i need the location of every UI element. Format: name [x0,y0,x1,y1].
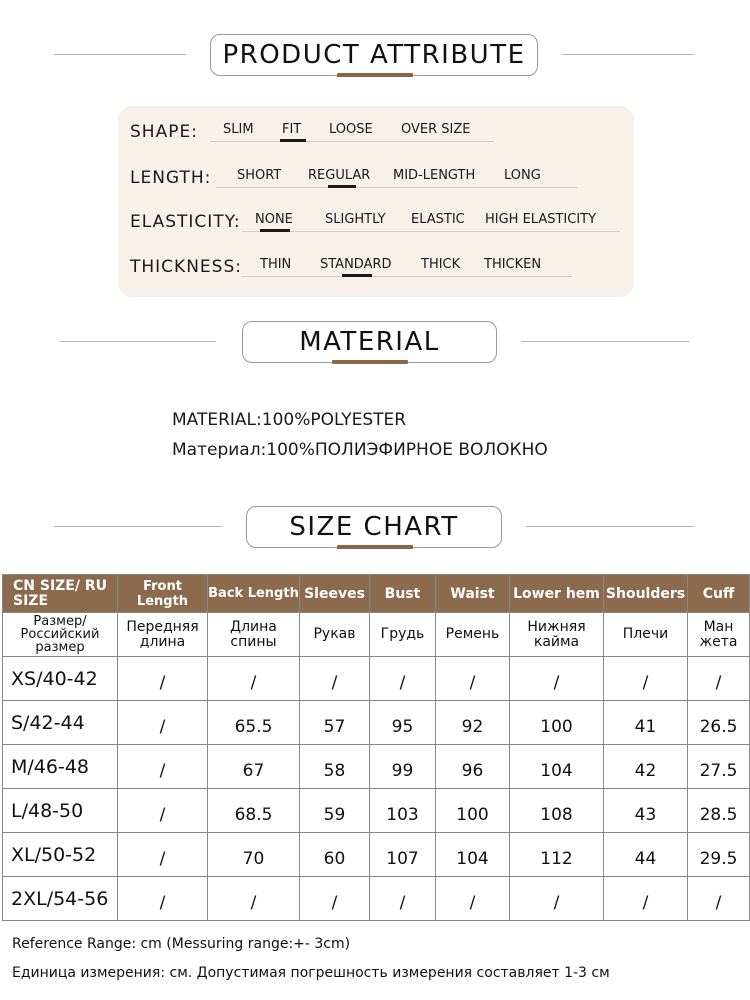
shape-option-selected: FIT [282,122,302,137]
attr-header-line-right [562,54,694,55]
header-ru-back-length: Длина спины [208,613,300,657]
header-ru-bust: Грудь [370,613,436,657]
value-cell: 29.5 [688,833,750,877]
value-cell: / [118,833,208,877]
header-back-length: Back Length [208,575,300,613]
header-sleeves: Sleeves [300,575,370,613]
thickness-option: THIN [260,257,292,272]
header-shoulders: Shoulders [604,575,688,613]
length-option: LONG [504,168,541,183]
length-option-selected: REGULAR [308,168,371,183]
attr-title-underline [337,73,413,77]
value-cell: 68.5 [208,789,300,833]
value-cell: / [208,657,300,701]
material-title-text: MATERIAL [299,327,440,357]
material-title-underline [332,360,408,364]
size-title-underline [337,545,413,549]
length-option: SHORT [237,168,282,183]
size-cell: XL/50-52 [3,833,118,877]
reference-note-en: Reference Range: cm (Messuring range:+- 3cm) [12,936,351,952]
elasticity-option: HIGH ELASTICITY [485,212,597,227]
header-ru-lower-hem: Нижняя кайма [510,613,604,657]
header-ru-size: Размер/ Российский размер [3,613,118,657]
material-header-line-right [521,341,689,342]
value-cell: 108 [510,789,604,833]
value-cell: 99 [370,745,436,789]
value-cell: 100 [436,789,510,833]
value-cell: / [436,657,510,701]
value-cell: 104 [510,745,604,789]
table-row [3,789,750,833]
size-chart-title [246,506,502,548]
size-rows [3,657,750,921]
size-cell: S/42-44 [3,701,118,745]
size-cell: XS/40-42 [3,657,118,701]
thickness-option: THICKEN [484,257,542,272]
shape-option: SLIM [223,122,254,137]
value-cell: 104 [436,833,510,877]
attribute-panel [118,106,634,297]
header-row-en [3,575,750,613]
attr-header-line-left [54,54,186,55]
value-cell: 57 [300,701,370,745]
elasticity-option: SLIGHTLY [325,212,386,227]
elasticity-label: ELASTICITY: [130,212,241,232]
value-cell: 27.5 [688,745,750,789]
thickness-label: THICKNESS: [130,257,242,277]
value-cell: / [510,657,604,701]
value-cell: 103 [370,789,436,833]
product-attribute-title [210,34,538,76]
header-bust: Bust [370,575,436,613]
header-waist: Waist [436,575,510,613]
shape-selected-marker [280,139,306,142]
value-cell: 44 [604,833,688,877]
value-cell: / [436,877,510,921]
header-lower-hem: Lower hem [510,575,604,613]
value-cell: / [118,789,208,833]
table-row [3,877,750,921]
value-cell: 60 [300,833,370,877]
length-selected-marker [328,185,356,188]
value-cell: / [300,657,370,701]
length-label: LENGTH: [130,168,212,188]
header-ru-shoulders: Плечи [604,613,688,657]
header-cuff: Cuff [688,575,750,613]
value-cell: / [510,877,604,921]
size-header-line-right [526,526,694,527]
value-cell: 65.5 [208,701,300,745]
value-cell: 58 [300,745,370,789]
table-row [3,701,750,745]
length-rule [216,187,578,188]
header-cn-size: CN SIZE/ RU SIZE [3,575,118,613]
thickness-option-selected: STANDARD [320,257,392,272]
header-ru-waist: Ремень [436,613,510,657]
value-cell: 41 [604,701,688,745]
elasticity-option-selected: NONE [255,212,293,227]
size-chart-title-text: SIZE CHART [289,512,459,542]
material-ru: Материал:100%ПОЛИЭФИРНОЕ ВОЛОКНО [172,440,548,460]
header-ru-sleeves: Рукав [300,613,370,657]
shape-label: SHAPE: [130,122,198,142]
elasticity-selected-marker [260,229,290,232]
value-cell: / [118,701,208,745]
value-cell: / [370,877,436,921]
material-en: MATERIAL:100%POLYESTER [172,410,407,430]
size-cell: 2XL/54-56 [3,877,118,921]
value-cell: 107 [370,833,436,877]
value-cell: 95 [370,701,436,745]
value-cell: / [604,877,688,921]
table-row [3,657,750,701]
header-ru-front-length: Передняя длина [118,613,208,657]
value-cell: 67 [208,745,300,789]
value-cell: / [300,877,370,921]
value-cell: / [688,657,750,701]
elasticity-option: ELASTIC [411,212,465,227]
value-cell: / [688,877,750,921]
product-attribute-title-text: PRODUCT ATTRIBUTE [222,40,526,70]
material-header-line-left [60,341,216,342]
value-cell: 43 [604,789,688,833]
thickness-selected-marker [342,274,372,277]
shape-option: OVER SIZE [401,122,471,137]
length-option: MID-LENGTH [393,168,476,183]
header-ru-cuff: Ман жета [688,613,750,657]
table-row [3,745,750,789]
header-row-ru [3,613,750,657]
reference-note-ru: Единица измерения: см. Допустимая погрешность измерения составляет 1-3 см [12,965,610,981]
value-cell: 42 [604,745,688,789]
header-front-length: Front Length [118,575,208,613]
value-cell: / [118,877,208,921]
value-cell: 100 [510,701,604,745]
value-cell: 70 [208,833,300,877]
elasticity-rule [242,231,620,232]
value-cell: / [370,657,436,701]
size-table [2,574,750,921]
value-cell: 59 [300,789,370,833]
value-cell: 92 [436,701,510,745]
shape-option: LOOSE [329,122,373,137]
value-cell: / [208,877,300,921]
size-cell: L/48-50 [3,789,118,833]
value-cell: 26.5 [688,701,750,745]
value-cell: 96 [436,745,510,789]
thickness-option: THICK [421,257,461,272]
value-cell: / [604,657,688,701]
value-cell: 112 [510,833,604,877]
value-cell: / [118,657,208,701]
table-row [3,833,750,877]
value-cell: 28.5 [688,789,750,833]
thickness-rule [242,276,572,277]
size-header-line-left [54,526,222,527]
shape-rule [210,141,494,142]
material-title [242,321,497,363]
value-cell: / [118,745,208,789]
size-cell: M/46-48 [3,745,118,789]
